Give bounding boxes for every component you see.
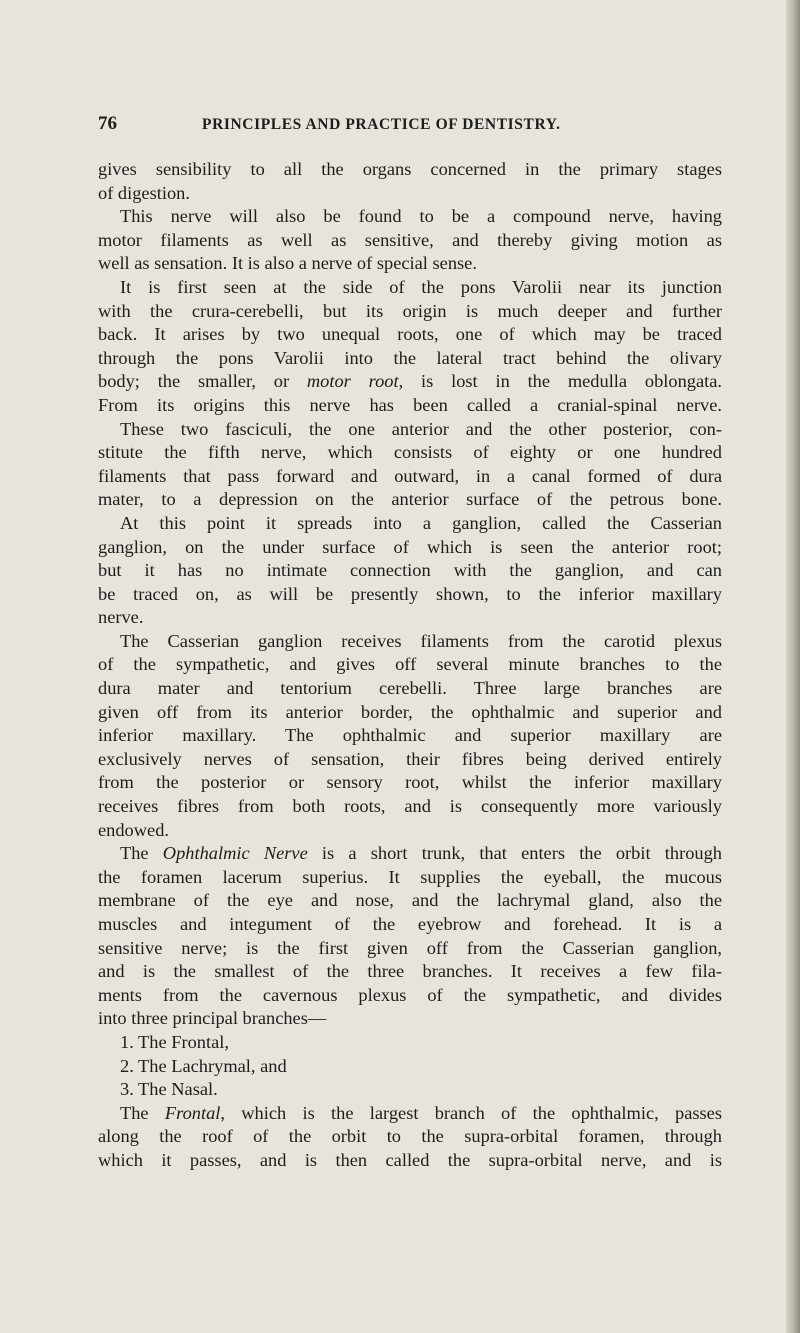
list-item: 2. The Lachrymal, and [120, 1055, 287, 1076]
text-line: endowed. [98, 819, 169, 840]
text-line: into three principal branches— [98, 1008, 327, 1029]
list-item: 1. The Frontal, [120, 1031, 229, 1052]
text-line: given off from its anterior border, the ophthalmic and superior and [98, 701, 722, 722]
text-line: of the sympathetic, and gives off several minute branches to the [98, 654, 722, 675]
text-line: The Ophthalmic Nerve is a short trunk, that enters the orbit through [120, 843, 722, 864]
text-line: sensitive nerve; is the first given off from the Casserian ganglion, [98, 937, 722, 958]
text-line: These two fasciculi, the one anterior and the other posterior, con- [120, 418, 722, 439]
text-line: The Frontal, which is the largest branch of the ophthalmic, passes [120, 1102, 722, 1123]
text-line: and is the smallest of the three branches. It receives a few fila- [98, 961, 722, 982]
text-line: membrane of the eye and nose, and the lachrymal gland, also the [98, 890, 722, 911]
text-line: but it has no intimate connection with the ganglion, and can [98, 560, 722, 581]
text-line: the foramen lacerum superius. It supplies the eyeball, the mucous [98, 866, 722, 887]
italic-term: Frontal [164, 1102, 221, 1123]
text-line: along the roof of the orbit to the supra-orbital foramen, through [98, 1126, 722, 1147]
text-line: ments from the cavernous plexus of the sympathetic, and divides [98, 984, 722, 1005]
body-text [98, 158, 722, 1173]
text-line: be traced on, as will be presently shown, to the inferior maxillary [98, 583, 722, 604]
page-number: 76 [98, 113, 117, 134]
text-line: nerve. [98, 607, 144, 628]
italic-term: Ophthalmic Nerve [162, 843, 308, 864]
text-line: with the crura-cerebelli, but its origin is much deeper and further [98, 300, 722, 321]
list-item: 3. The Nasal. [120, 1079, 218, 1100]
text-line: motor filaments as well as sensitive, and thereby giving motion as [98, 229, 722, 250]
text-line: receives fibres from both roots, and is consequently more variously [98, 796, 722, 817]
text-line: At this point it spreads into a ganglion, called the Casserian [120, 512, 722, 533]
text-line: From its origins this nerve has been called a cranial-spinal nerve. [98, 394, 722, 415]
text-line: stitute the fifth nerve, which consists of eighty or one hundred [98, 442, 722, 463]
text-line: through the pons Varolii into the lateral tract behind the olivary [98, 347, 722, 368]
text-line: dura mater and tentorium cerebelli. Three large branches are [98, 678, 722, 699]
text-line: muscles and integument of the eyebrow and forehead. It is a [98, 914, 722, 934]
text-line: back. It arises by two unequal roots, one of which may be traced [98, 324, 722, 345]
text-line: exclusively nerves of sensation, their fibres being derived entirely [98, 748, 722, 769]
text-line: ganglion, on the under surface of which is seen the anterior root; [98, 536, 722, 557]
italic-term: motor root [306, 371, 399, 392]
text-line: from the posterior or sensory root, whilst the inferior maxillary [98, 772, 722, 793]
page-edge [786, 0, 800, 1333]
text-line: well as sensation. It is also a nerve of special sense. [98, 253, 477, 274]
text-line: which it passes, and is then called the supra-orbital nerve, and is [98, 1149, 722, 1170]
text-line: The Casserian ganglion receives filaments from the carotid plexus [120, 630, 722, 651]
text-line: filaments that pass forward and outward, in a canal formed of dura [98, 465, 722, 486]
text-line: mater, to a depression on the anterior surface of the petrous bone. [98, 489, 722, 510]
page-header [98, 113, 722, 135]
text-line: body; the smaller, or motor root, is lost in the medulla oblongata. [98, 371, 722, 392]
text-line: This nerve will also be found to be a compound nerve, having [120, 206, 722, 227]
running-title: PRINCIPLES AND PRACTICE OF DENTISTRY. [202, 116, 561, 133]
text-line: gives sensibility to all the organs concerned in the primary stages [98, 159, 722, 179]
text-line: inferior maxillary. The ophthalmic and superior maxillary are [98, 725, 722, 746]
text-line: of digestion. [98, 182, 190, 203]
text-line: It is first seen at the side of the pons Varolii near its junction [120, 276, 722, 297]
